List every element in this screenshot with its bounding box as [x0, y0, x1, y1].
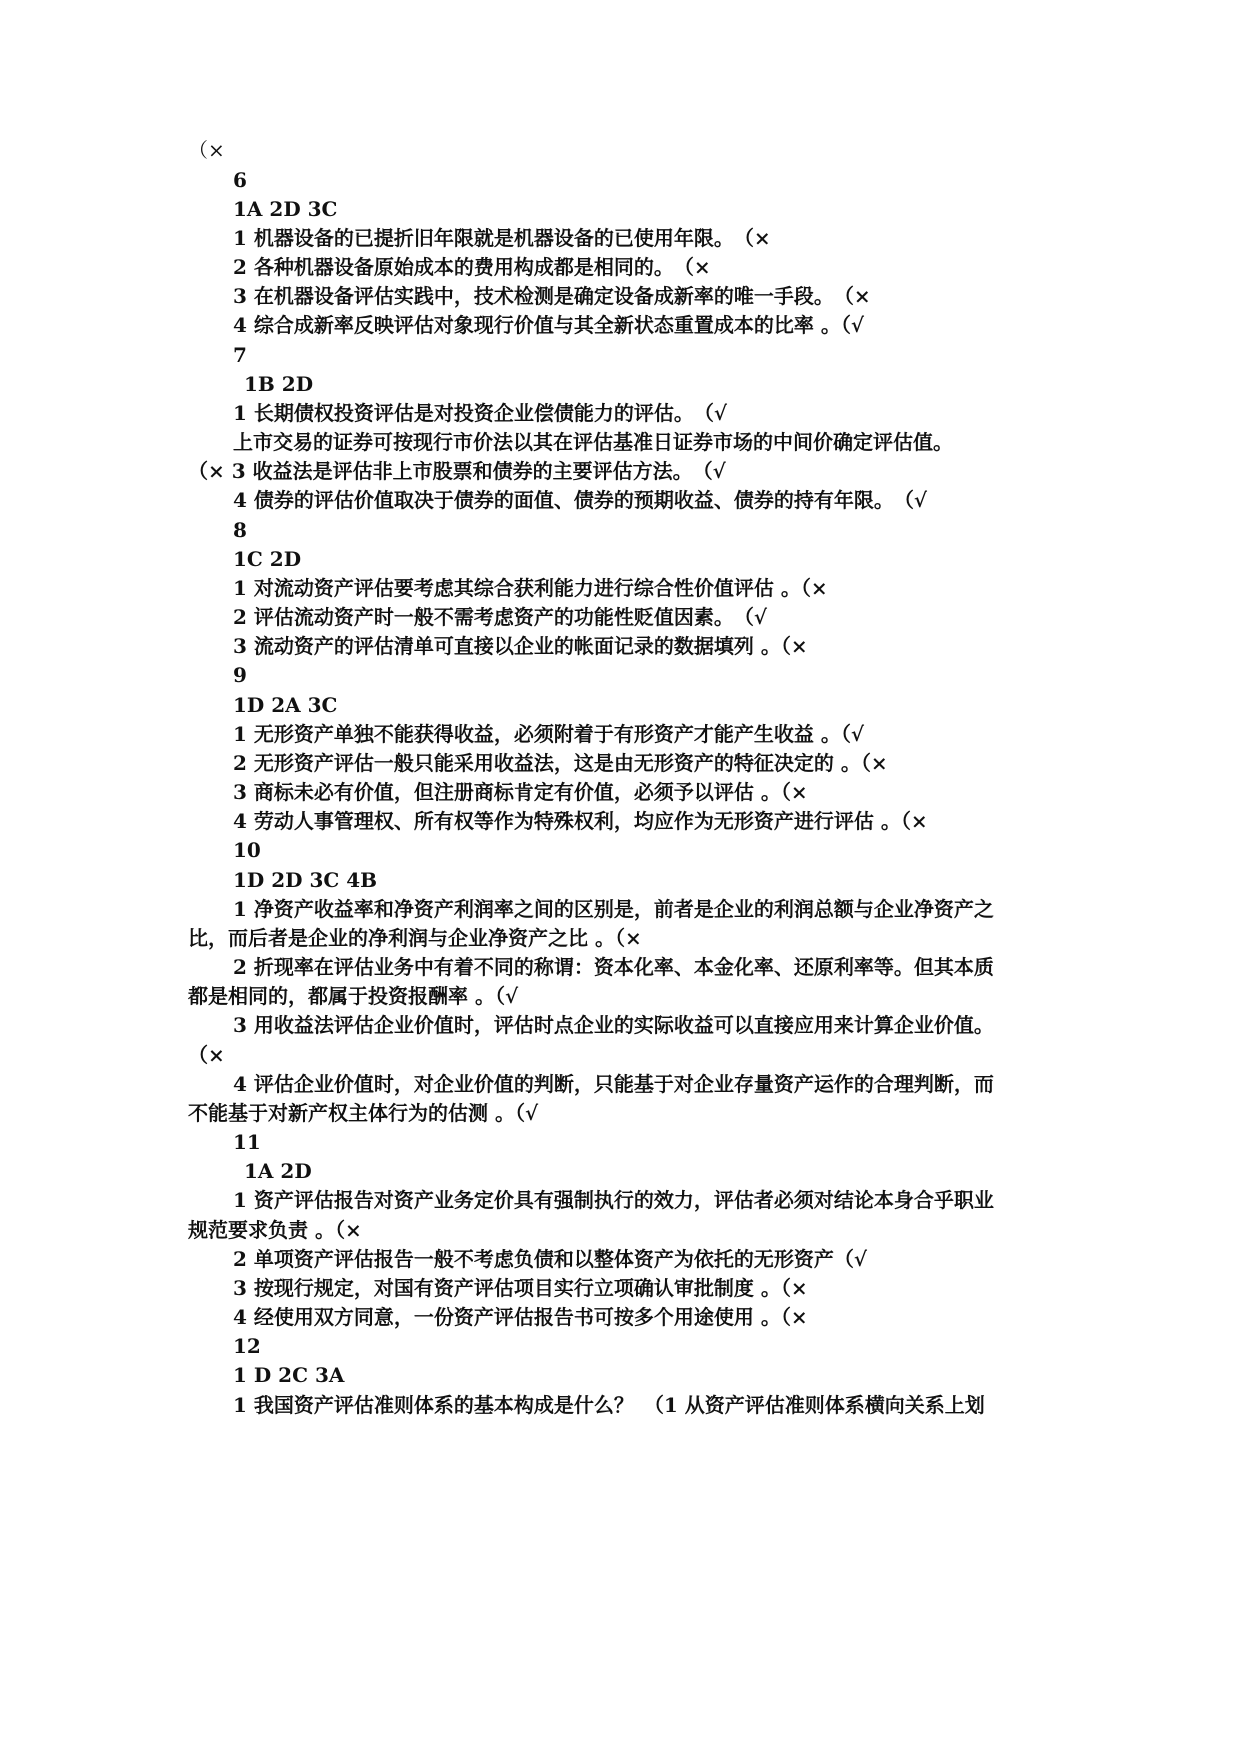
judgment-item: 4 劳动人事管理权、所有权等作为特殊权利，均应作为无形资产进行评估 。（×	[233, 809, 928, 833]
judgment-item: 1 机器设备的已提折旧年限就是机器设备的已使用年限。 （×	[233, 226, 771, 250]
choice-answers: 1D 2A 3C	[233, 693, 338, 717]
section-number: 7	[233, 343, 247, 367]
section-number: 9	[233, 663, 247, 687]
judgment-item: 2 折现率在评估业务中有着不同的称谓：资本化率、本金化率、还原利率等。但其本质	[233, 955, 994, 979]
judgment-item-continuation: 不能基于对新产权主体行为的估测 。（√	[188, 1101, 539, 1125]
judgment-item: 2 各种机器设备原始成本的费用构成都是相同的。 （×	[233, 255, 711, 279]
judgment-item-continuation: 都是相同的，都属于投资报酬率 。（√	[188, 984, 519, 1008]
judgment-item: 2 无形资产评估一般只能采用收益法，这是由无形资产的特征决定的 。（×	[233, 751, 888, 775]
choice-answers: 1B 2D	[244, 372, 314, 396]
judgment-item: 3 流动资产的评估清单可直接以企业的帐面记录的数据填列 。（×	[233, 634, 808, 658]
choice-answers: 1 D 2C 3A	[233, 1363, 345, 1387]
judgment-item: 3 用收益法评估企业价值时，评估时点企业的实际收益可以直接应用来计算企业价值。	[233, 1013, 994, 1037]
choice-answers: 1A 2D 3C	[233, 197, 338, 221]
choice-answers: 1A 2D	[244, 1159, 312, 1183]
judgment-item: 1 资产评估报告对资产业务定价具有强制执行的效力，评估者必须对结论本身合乎职业	[233, 1188, 994, 1212]
section-number: 12	[233, 1334, 261, 1358]
section-number: 11	[233, 1130, 261, 1154]
section-number: 6	[233, 168, 247, 192]
choice-answers: 1D 2D 3C 4B	[233, 868, 378, 892]
judgment-item: 3 商标未必有价值，但注册商标肯定有价值，必须予以评估 。（×	[233, 780, 808, 804]
judgment-item: 2 评估流动资产时一般不需考虑资产的功能性贬值因素。 （√	[233, 605, 768, 629]
judgment-item: 3 在机器设备评估实践中，技术检测是确定设备成新率的唯一手段。 （×	[233, 284, 871, 308]
judgment-item-continuation: 比，而后者是企业的净利润与企业净资产之比 。（×	[188, 926, 642, 950]
judgment-item: 4 经使用双方同意，一份资产评估报告书可按多个用途使用 。（×	[233, 1305, 808, 1329]
judgment-item: 4 债券的评估价值取决于债券的面值、债券的预期收益、债券的持有年限。 （√	[233, 488, 928, 512]
judgment-item-continuation: （×	[188, 1043, 225, 1067]
judgment-item: 4 评估企业价值时，对企业价值的判断，只能基于对企业存量资产运作的合理判断，而	[233, 1072, 994, 1096]
answer-mark-line: （×	[188, 138, 225, 162]
judgment-item: 4 综合成新率反映评估对象现行价值与其全新状态重置成本的比率 。（√	[233, 313, 864, 337]
judgment-item: 3 按现行规定，对国有资产评估项目实行立项确认审批制度 。（×	[233, 1276, 808, 1300]
choice-answers: 1C 2D	[233, 547, 302, 571]
judgment-item: 1 无形资产单独不能获得收益，必须附着于有形资产才能产生收益 。（√	[233, 722, 864, 746]
paragraph-text: 上市交易的证券可按现行市价法以其在评估基准日证券市场的中间价确定评估值。	[233, 430, 953, 454]
section-number: 10	[233, 838, 261, 862]
section-number: 8	[233, 518, 247, 542]
judgment-item: 1 净资产收益率和净资产利润率之间的区别是，前者是企业的利润总额与企业净资产之	[233, 897, 994, 921]
judgment-item: 1 长期债权投资评估是对投资企业偿债能力的评估。 （√	[233, 401, 728, 425]
question-item: 1 我国资产评估准则体系的基本构成是什么？ （1 从资产评估准则体系横向关系上划	[233, 1393, 985, 1417]
judgment-item: （× 3 收益法是评估非上市股票和债券的主要评估方法。 （√	[188, 459, 726, 483]
judgment-item: 2 单项资产评估报告一般不考虑负债和以整体资产为依托的无形资产（√	[233, 1247, 868, 1271]
judgment-item-continuation: 规范要求负责 。（×	[188, 1218, 362, 1242]
judgment-item: 1 对流动资产评估要考虑其综合获利能力进行综合性价值评估 。（×	[233, 576, 828, 600]
